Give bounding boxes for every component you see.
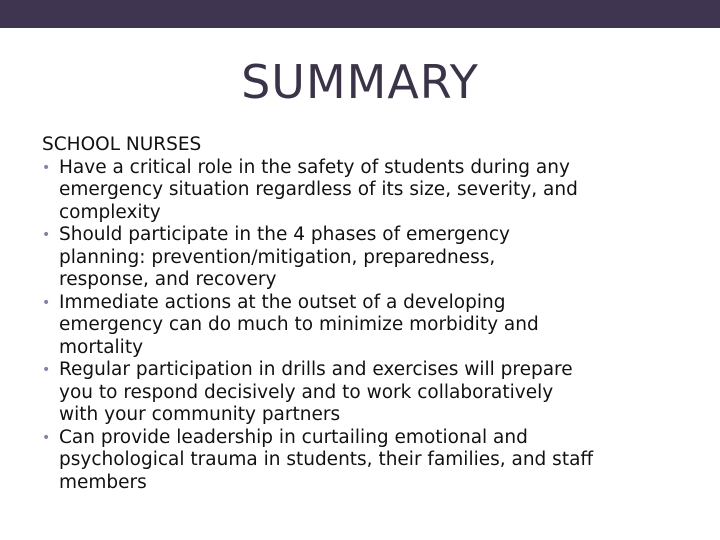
section-heading: SCHOOL NURSES (42, 134, 202, 155)
bullet-list (42, 157, 702, 495)
bullet-line: psychological trauma in students, their families, and staff (59, 449, 594, 470)
bullet-line: response, and recovery (59, 269, 277, 290)
bullet-line: Should participate in the 4 phases of emergency (59, 224, 510, 245)
bullet-icon: • (42, 429, 51, 446)
slide-content (42, 134, 702, 494)
bullet-line: members (59, 471, 147, 493)
bullet-line: you to respond decisively and to work collaboratively (59, 381, 554, 403)
bullet-line: mortality (59, 336, 144, 358)
bullet-line: complexity (59, 201, 161, 223)
bullet-item (42, 292, 702, 360)
bullet-item (42, 224, 702, 292)
bullet-icon: • (42, 159, 51, 176)
bullet-line: emergency situation regardless of its size, severity, and (59, 179, 578, 200)
bullet-line: Regular participation in drills and exercises will prepare (59, 359, 573, 380)
bullet-line: with your community partners (59, 404, 341, 425)
bullet-icon: • (42, 227, 51, 243)
bullet-icon: • (42, 294, 51, 311)
bullet-line: Can provide leadership in curtailing emotional and (59, 426, 528, 448)
bullet-item (42, 427, 702, 495)
bullet-line: planning: prevention/mitigation, preparedness, (59, 246, 496, 268)
bullet-line: emergency can do much to minimize morbidity and (59, 314, 539, 335)
top-accent-bar (0, 0, 720, 28)
bullet-icon: • (42, 362, 51, 378)
bullet-item (42, 359, 702, 427)
bullet-line: Have a critical role in the safety of students during any (59, 156, 570, 178)
slide-title: SUMMARY (241, 55, 479, 109)
bullet-line: Immediate actions at the outset of a developing (59, 291, 506, 313)
bullet-item (42, 157, 702, 225)
